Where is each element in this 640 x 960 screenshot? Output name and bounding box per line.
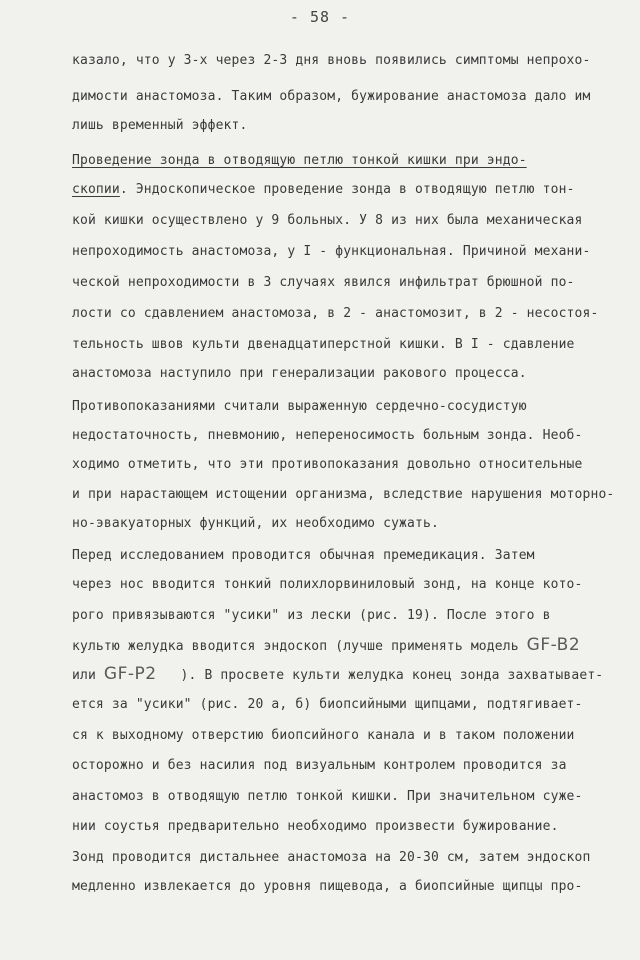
text-line: Зонд проводится дистальнее анастомоза на 20-30 см, затем эндоскоп bbox=[72, 850, 591, 865]
text-line: ется за "усики" (рис. 20 а, б) биопсийными щипцами, подтягивает- bbox=[72, 697, 583, 712]
text-line: но-эвакуаторных функций, их необходимо сужать. bbox=[72, 516, 439, 531]
section-heading-line bbox=[72, 152, 527, 170]
text-line: непроходимость анастомоза, у I - функциональная. Причиной механи- bbox=[72, 244, 591, 259]
paragraph-start: . Эндоскопическое проведение зонда в отводящую петлю тон- bbox=[119, 182, 575, 197]
handwritten-model: GF-P2 bbox=[103, 664, 157, 684]
section-heading-part: Проведение зонда в отводящую петлю тонкой кишки при эндо- bbox=[72, 153, 527, 168]
text-line: димости анастомоза. Таким образом, бужирование анастомоза дало им bbox=[72, 89, 591, 104]
text-line: через нос вводится тонкий полихлорвиниловый зонд, на конце кото- bbox=[72, 577, 583, 592]
text-segment: ). В просвете культи желудка конец зонда захватывает- bbox=[156, 668, 604, 683]
text-line: лишь временный эффект. bbox=[72, 118, 248, 133]
page-number: - 58 - bbox=[289, 8, 351, 26]
text-segment: или bbox=[72, 668, 104, 683]
text-line: недостаточность, пневмонию, непереносимость больным зонда. Необ- bbox=[72, 428, 583, 443]
text-line: кой кишки осуществлено у 9 больных. У 8 из них была механическая bbox=[72, 213, 583, 228]
text-line: лости со сдавлением анастомоза, в 2 - анастомозит, в 2 - несостоя- bbox=[72, 306, 599, 321]
text-line: Перед исследованием проводится обычная премедикация. Затем bbox=[72, 548, 535, 563]
text-line: ческой непроходимости в 3 случаях явился инфильтрат брюшной по- bbox=[72, 275, 575, 290]
text-line: анастомоз в отводящую петлю тонкой кишки. При значительном суже- bbox=[72, 789, 583, 804]
text-line: казало, что у 3-х через 2-3 дня вновь появились симптомы непрохо- bbox=[72, 53, 591, 68]
section-heading-line bbox=[72, 181, 575, 199]
text-line: медленно извлекается до уровня пищевода, а биопсийные щипцы про- bbox=[72, 879, 583, 894]
text-segment: культю желудка вводится эндоскоп (лучше применять модель bbox=[72, 639, 527, 654]
text-line: осторожно и без насилия под визуальным контролем проводится за bbox=[72, 758, 567, 773]
text-line: Противопоказаниями считали выраженную сердечно-сосудистую bbox=[72, 399, 527, 414]
text-line bbox=[72, 665, 603, 685]
handwritten-model: GF-B2 bbox=[526, 635, 581, 655]
text-line bbox=[72, 636, 580, 656]
text-line: ся к выходному отверстию биопсийного канала и в таком положении bbox=[72, 728, 575, 743]
section-heading-part: скопии bbox=[72, 182, 120, 197]
text-line: тельность швов культи двенадцатиперстной кишки. В I - сдавление bbox=[72, 337, 575, 352]
text-line: нии соустья предварительно необходимо произвести бужирование. bbox=[72, 819, 559, 834]
text-line: рого привязываются "усики" из лески (рис. 19). После этого в bbox=[72, 608, 551, 623]
text-line: анастомоза наступило при генерализации ракового процесса. bbox=[72, 366, 527, 381]
text-line: и при нарастающем истощении организма, вследствие нарушения моторно- bbox=[72, 487, 615, 502]
text-line: ходимо отметить, что эти противопоказания довольно относительные bbox=[72, 457, 583, 472]
